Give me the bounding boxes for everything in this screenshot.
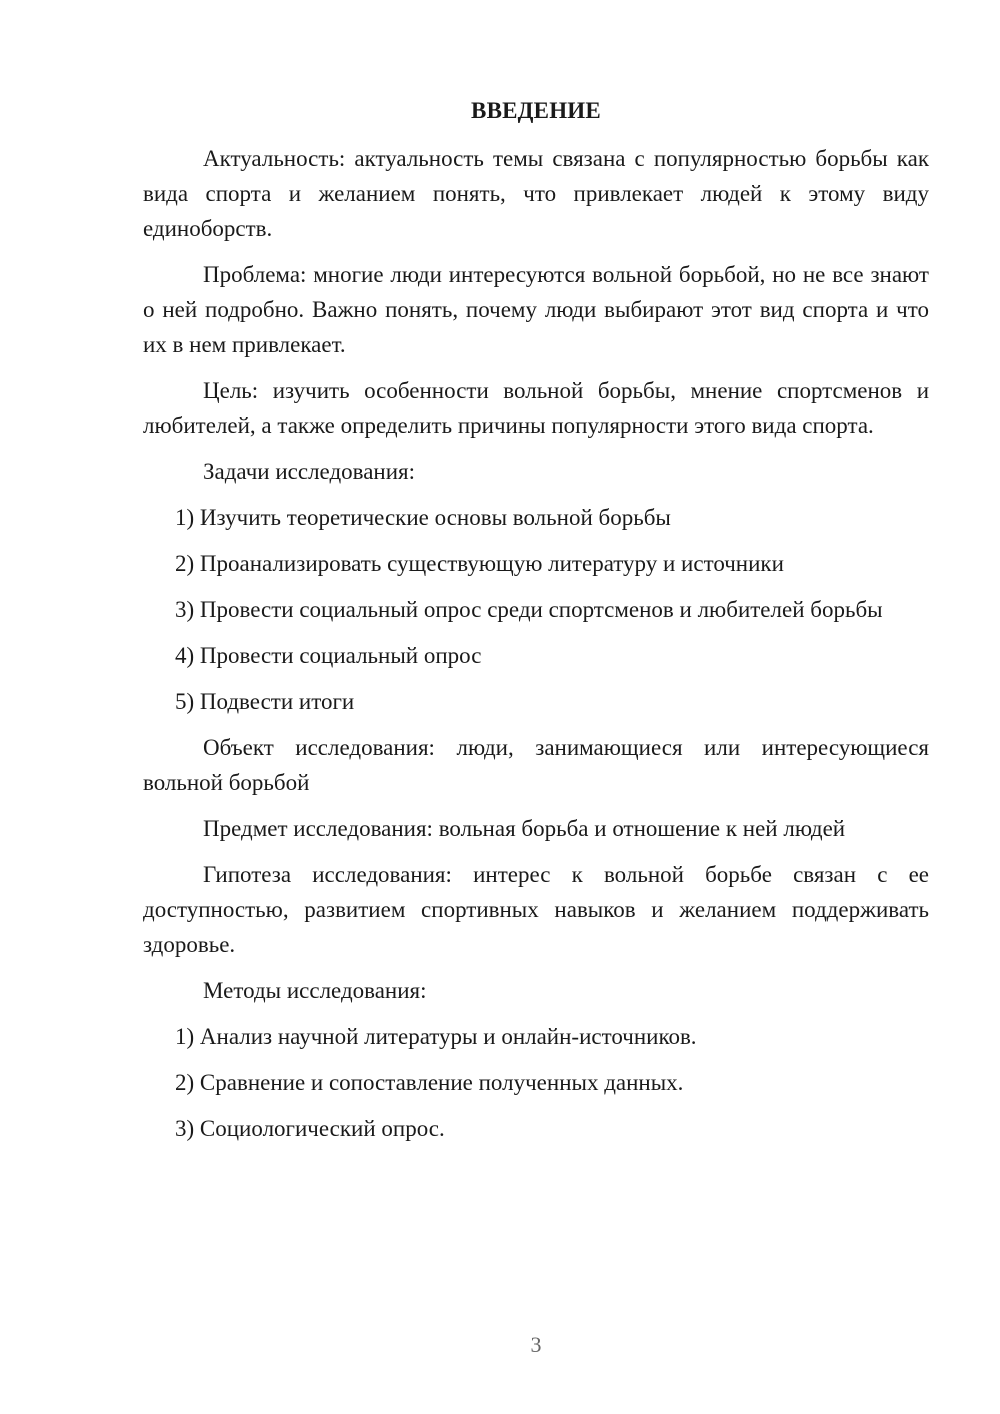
object-paragraph: Объект исследования: люди, занимающиеся или интересующиеся вольной борьбой	[143, 735, 929, 795]
task-item-5: 5) Подвести итоги	[175, 689, 355, 714]
relevance-paragraph: Актуальность: актуальность темы связана с популярностью борьбы как вида спорта и желанием понять, что привлекает людей к этому виду единоборств.	[143, 146, 929, 241]
goal-paragraph: Цель: изучить особенности вольной борьбы, мнение спортсменов и любителей, а также определить причины популярности этого вида спорта.	[143, 378, 929, 438]
methods-heading: Методы исследования:	[203, 978, 427, 1003]
tasks-heading: Задачи исследования:	[203, 459, 416, 484]
method-item-3: 3) Социологический опрос.	[175, 1116, 445, 1141]
subject-paragraph: Предмет исследования: вольная борьба и отношение к ней людей	[203, 816, 846, 841]
task-item-4: 4) Провести социальный опрос	[175, 643, 482, 668]
hypothesis-paragraph: Гипотеза исследования: интерес к вольной борьбе связан с ее доступностью, развитием спортивных навыков и желанием поддерживать здоровье.	[143, 862, 929, 957]
task-item-1: 1) Изучить теоретические основы вольной борьбы	[175, 505, 671, 530]
task-item-2: 2) Проанализировать существующую литературу и источники	[175, 551, 784, 576]
task-item-3: 3) Провести социальный опрос среди спортсменов и любителей борьбы	[175, 597, 883, 622]
method-item-1: 1) Анализ научной литературы и онлайн-источников.	[175, 1024, 697, 1049]
problem-paragraph: Проблема: многие люди интересуются вольной борьбой, но не все знают о ней подробно. Важно понять, почему люди выбирают этот вид спорта и что их в нем привлекает.	[143, 262, 929, 357]
page-title: ВВЕДЕНИЕ	[471, 98, 601, 123]
page-number: 3	[530, 1332, 542, 1357]
method-item-2: 2) Сравнение и сопоставление полученных данных.	[175, 1070, 684, 1095]
document-body	[143, 141, 929, 1157]
